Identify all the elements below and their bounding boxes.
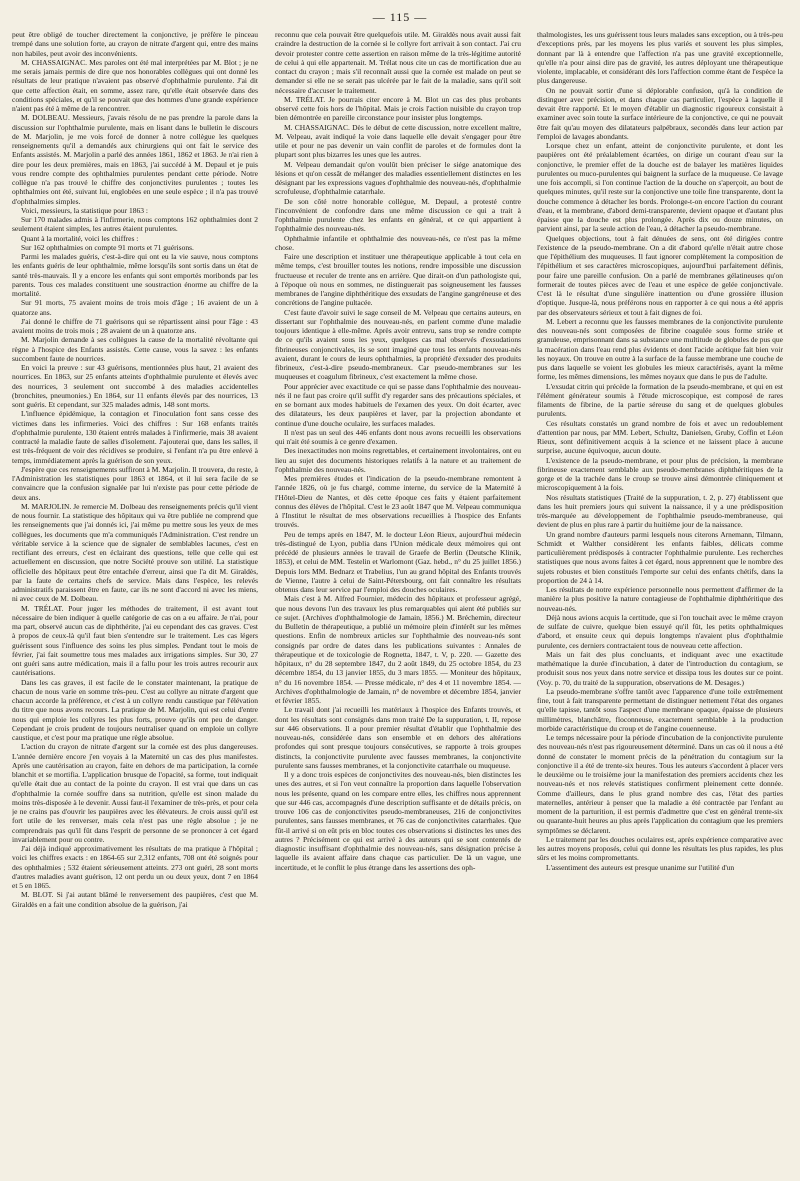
paragraph: M. Marjolin demande à ses collègues la cause de la mortalité révoltante qui règne à l'hospice des Enfants assistés. Cette cause, vous la savez : les enfants succombent faute de nourrices.: [12, 335, 258, 363]
paragraph: M. Lebert a reconnu que les fausses membranes de la conjonctivite purulente des nouveau-nés sont composées de fibrine coagulée sous forme striée et granuleuse, emprisonnant dans sa substance une multitude de globules de pus que la macération dans l'eau rend plus évidents et dont l'acide acétique fait bien voir les noyaux. On trouve en outre à la surface de la fausse membrane une couche de pus dans laquelle se voient les globules les mieux caractérisés, ayant la même forme, les mêmes dimensions, les mêmes noyaux que dans le pus de l'adulte.: [537, 316, 783, 382]
paragraph: L'exsudat citrin qui précède la formation de la pseudo-membrane, et qui en est l'élément générateur soumis à l'étude microscopique, est composé de rares filaments de fibrine, de la partie séreuse du sang et de quelques globules purulents.: [537, 381, 783, 419]
paragraph: De son côté notre honorable collègue, M. Depaul, a protesté contre l'inconvénient de confondre dans une même discussion ce qui a trait à l'ophthalmie purulente chez les enfants en général, et ce qui appartient à l'ophthalmie des nouveau-nés.: [275, 196, 521, 234]
paragraph: On ne pouvait sortir d'une si déplorable confusion, qu'à la condition de distinguer avec précision, et dans chaque cas particulier, l'espèce à laquelle il devait être rapporté. Et le moyen d'établir un diagnostic rigoureux consistait à examiner avec soin toute la surface intérieure de la conjonctive, ce qui ne pouvait être fait qu'au moyen des dilatateurs palpébraux, secondés dans leur action par l'emploi de lavages abondants.: [537, 85, 783, 141]
paragraph: Peu de temps après en 1847, M. le docteur Léon Rieux, aujourd'hui médecin très-distingué de Lyon, publia dans l'Union médicale deux mémoires qui ont précédé de plusieurs années le travail de Graefe de Berlin (Deutsche Klinik, 1853), et celui de MM. Testelin et Warlomont (Gaz. hebd., n° du 25 juillet 1856.) Depuis lors MM. Bednarz et Trabelius, l'un au grand hôpital des Enfants trouvés de Vienne, l'autre à celui de Saint-Pétersbourg, ont fait connaître les résultats obtenus dans leur service par l'emploi des douches oculaires.: [275, 529, 521, 594]
paragraph: Sur 91 morts, 75 avaient moins de trois mois d'âge ; 16 avaient de un à quatorze ans.: [12, 298, 258, 317]
paragraph: Pour apprécier avec exactitude ce qui se passe dans l'ophthalmie des nouveau-nés il ne faut pas croire qu'il suffit d'y regarder sans des précautions spéciales, et en se bornant aux modes habituels de l'examen des yeux. On doit écarter, avec des dilatateurs, les deux paupières et laver, par la projection abondante et continue d'une douche oculaire, les surfaces malades.: [275, 381, 521, 428]
paragraph: Déjà nous avions acquis la certitude, que si l'on touchait avec le même crayon de sulfate de cuivre, quelque bien essuyé qu'il fût, les petits ophthalmiques d'abord, et ensuite ceux qui depuis longtemps n'avaient plus d'ophthalmie purulente, ces derniers contractaient tous de nouveau cette affection.: [537, 612, 783, 650]
paragraph: L'action du crayon de nitrate d'argent sur la cornée est des plus dangereuses. L'année dernière encore j'en voyais à la Maternité un cas des plus manifestes. Après une cautérisation au crayon, faite en dehors de ma participation, la cornée blanchit et se mortifia. L'application brusque de l'opacité, sa forme, tout indiquait qu'elle était due au contact de la pointe du crayon. Il est vrai que dans un cas d'ophthalmie la cornée souffre dans sa nutrition, qu'elle est sinon malade du moins très-disposée à le devenir. Aussi faut-il l'examiner de très-près, et pour cela je ne crains pas d'ouvrir les paupières avec les élévateurs. Je crois aussi qu'il est fort utile de les renverser, mais cela n'est pas une règle absolue ; je ne comprendrais pas qu'il fût dans l'esprit de personne de se prononcer à cet égard invariablement pour ou contre.: [12, 742, 258, 844]
text-column-left: [12, 30, 258, 1172]
paragraph: M. BLOT. Si j'ai autant blâmé le renversement des paupières, c'est que M. Giraldès en a fait une condition absolue de la guérison, j'ai: [12, 890, 258, 909]
paragraph: Il n'est pas un seul des 446 enfants dont nous avons recueilli les observations qui n'ait été soumis à ce genre d'examen.: [275, 427, 521, 446]
paragraph: M. DOLBEAU. Messieurs, j'avais résolu de ne pas prendre la parole dans la discussion sur l'ophthalmie purulente, mais en lisant dans le bulletin le discours de M. Marjolin, je me vois forcé de donner à notre collègue les quelques renseignements qu'il a demandés aux chirurgiens qui ont fait le service des Enfants assistés. M. Marjolin a parlé des années 1861, 1862 et 1863. Je n'ai rien à dire pour les deux premières, mais en 1863, j'ai succédé à M. Depaul et je puis vous rendre compte des ophthalmies purulentes pendant cette période. Notre collègue n'a pas trouvé le chiffre des conjonctivites purulentes ; toutes les ophthalmies ont été, suivant lui, englobées en une seule espèce ; il n'a pas trouvé d'ophthalmies simples.: [12, 113, 258, 206]
paragraph: La pseudo-membrane s'offre tantôt avec l'apparence d'une toile extrêmement fine, tout à fait transparente permettant de distinguer nettement l'état des organes qu'elle tapisse, tantôt sous l'aspect d'une membrane opaque, épaisse de plusieurs millimètres, blanchâtre, floconneuse, exactement semblable à la production morbide caractéristique du croup et de l'angine couenneuse.: [537, 686, 783, 733]
paragraph: Lorsque chez un enfant, atteint de conjonctivite purulente, et dont les paupières ont été préalablement écartées, on dirige un courant d'eau sur la conjonctive, le premier effet de la douche est de balayer les matières liquides purulentes ou muco-purulentes qui baignent la surface de la muqueuse. Ce lavage une fois accompli, si l'on continue l'action de la douche on s'aperçoit, au bout de quelques minutes, qu'il reste sur la conjonctive une toile fine transparente, dont la douche commence à détacher les bords. Prolonge-t-on encore l'action du courant d'eau, et la membrane, d'abord demi-transparente, devient opaque et d'autant plus épaisse que la douche est plus prolongée. Après dix ou douze minutes, on parvient ainsi, par la seule action de l'eau, à détacher la pseudo-membrane.: [537, 141, 783, 234]
paragraph: L'assentiment des auteurs est presque unanime sur l'utilité d'un: [546, 862, 735, 872]
paragraph: Nos résultats statistiques (Traité de la suppuration, t. 2, p. 27) établissent que dans les huit premiers jours qui suivent la naissance, il y a une prédisposition très-marquée au développement de l'ophthalmie pseudo-membraneuse, qui devient de plus en plus rare à partir du huitième jour de la naissance.: [537, 492, 783, 530]
paragraph: Ophthalmie infantile et ophthalmie des nouveau-nés, ce n'est pas la même chose.: [275, 233, 521, 252]
paragraph: Les résultats de notre expérience personnelle nous permettent d'affirmer de la manière la plus positive la nature contagieuse de l'ophthalmie diphthéritique des nouveau-nés.: [537, 585, 783, 613]
paragraph: M. Velpeau demandait qu'on voulût bien préciser le siége anatomique des lésions et qu'on cessât de mélanger des maladies essentiellement distinctes en les désignant par les expressions vagues d'ophthalmie des nouveau-nés, d'ophthalmie scrofuleuse, d'ophthalmie catarrhale.: [275, 159, 521, 197]
paragraph: Mais un fait des plus concluants, et indiquant avec une exactitude mathématique la durée d'incubation, à dater de l'introduction du contagium, se produisit sous nos yeux dans notre service et dissipa tous les doutes sur ce point. (Voy. p. 70, du traité de la suppuration, observations de M. Desages.): [537, 649, 783, 687]
paragraph: Dans les cas graves, il est facile de le constater maintenant, la pratique de chacun de nous varie en somme très-peu. C'est au collyre au nitrate d'argent que chacun accorde la préférence, et c'est à un collyre rendu caustique par l'élévation du titre que nous avons recours. La pratique de M. Marjolin, qui est celui d'entre nous qui emploie les collyres les plus forts, prouve qu'ils ont peu de danger. Cependant je crois prudent de toujours neutraliser quand on emploie un collyre caustique, et c'est pour ma pratique une règle absolue.: [12, 677, 258, 742]
paragraph: Mes premières études et l'indication de la pseudo-membrane remontent à l'année 1826, où je fus chargé, comme interne, du service de la Maternité à l'Hôtel-Dieu de Nantes, et dès cette époque ces faits y étaient parfaitement connus des élèves de l'hôpital. C'est le 23 août 1847 que M. Velpeau communiqua à l'Institut le résultat de mes observations recueillies à l'hospice des Enfants trouvés.: [275, 474, 521, 530]
page-folio: — 115 —: [372, 10, 428, 24]
paragraph: M. TRÉLAT. Je pourrais citer encore à M. Blot un cas des plus probants observé cette fois hors de l'hôpital. Mais je crois l'action nuisible du crayon trop bien démontrée en pareille circonstance pour insister plus longtemps.: [275, 94, 521, 123]
paragraph: C'est faute d'avoir suivi le sage conseil de M. Velpeau que certains auteurs, en dissertant sur l'ophthalmie des nouveau-nés, en parlent comme d'une maladie toujours identique à elle-même. Après avoir entrevu, sans trop se rendre compte de ce qu'ils avaient sous les yeux, quelques cas mal observés d'exsudations fibrineuses conjonctivales, ils se sont imaginé que tous les enfants nouveau-nés avaient, durant le cours de leurs ophthalmies, la propriété d'exsuder des produits fibrineux, c'est-à-dire pseudo-membraneux. Car pseudo-membranes sur les muqueuses et coagulum fibrineux, c'est exactement la même chose.: [275, 307, 521, 382]
paragraph: J'ai déjà indiqué approximativement les résultats de ma pratique à l'hôpital ; voici les chiffres exacts : en 1864-65 sur 2,312 enfants, 708 ont été soignés pour des ophthalmies ; 532 étaient sérieusement atteints. 273 ont guéri, 28 sont morts d'autres maladies avant guérison, 12 ont perdu un ou deux yeux, dont 7 en 1864 et 5 en 1865.: [12, 844, 258, 890]
paragraph: Un grand nombre d'auteurs parmi lesquels nous citerons Arnemann, Tilmann, Schmidt et Walther considèrent les enfants faibles, délicats comme particulièrement prédisposés à contracter l'ophthalmie purulente. Les recherches statistiques que nous avons faites à cet égard, nous apprennent que le nombre des sujets robustes et bien constitués l'emporte sur celui des enfants chétifs, dans la proportion de 24 à 14.: [537, 529, 783, 585]
paragraph: Quant à la mortalité, voici les chiffres :: [21, 233, 139, 243]
paragraph: Ces résultats constatés un grand nombre de fois et avec un redoublement d'attention par nous, par MM. Lebert, Schultz, Danielsen, Gruby, Coffin et Léon Rieux, sont définitivement acquis à la science et ne laissent place à aucune surprise, aucune équivoque, aucun doute.: [537, 418, 783, 456]
paragraph: M. CHASSAIGNAC. Dès le début de cette discussion, notre excellent maître, M. Velpeau, avait indiqué la voie dans laquelle elle devait s'engager pour être utile et pour ne pas devenir un vain conflit de paroles et de formules dont la plupart sont plus bizarres les unes que les autres.: [275, 122, 521, 160]
paragraph: Des inexactitudes non moins regrettables, et certainement involontaires, ont eu lieu au sujet des documents historiques relatifs à la nature et au traitement de l'ophthalmie des nouveau-nés.: [275, 446, 521, 474]
paragraph: Faire une description et instituer une thérapeutique applicable à tout cela en même temps, c'est brouiller toutes les notions, rendre impossible une discussion fructueuse et reculer de trente ans en arrière. Que dirait-on d'un pathologiste qui, à l'époque où nous en sommes, ne distinguerait pas soigneusement les fausses membranes de l'angine diphthéritique des exsudats de l'angine gangréneuse et des concrétions de l'angine pultacée.: [275, 252, 521, 308]
paragraph: Sur 162 ophthalmies on compte 91 morts et 71 guérisons.: [21, 242, 194, 252]
paragraph: L'existence de la pseudo-membrane, et pour plus de précision, la membrane fibrineuse exactement semblable aux pseudo-membranes diphthéritiques de la gorge et de la trachée dans le croup se trouve ainsi démontrée cliniquement et microscopiquement à la fois.: [537, 455, 783, 493]
paragraph: M. CHASSAIGNAC. Mes paroles ont été mal interprétées par M. Blot ; je ne me serais jamais permis de dire que nos honorables collègues qui ont donné les résultats de leur pratique n'avaient pas observé d'ophthalmie purulente. J'ai dit que cette affection était, en somme, assez rare, qu'elle était observée dans des conditions spéciales, et qu'il se pouvait que des hommes d'une grande expérience n'aient pas été à même de la rencontrer.: [12, 57, 258, 113]
paragraph: En voici la preuve : sur 43 guérisons, mentionnées plus haut, 21 avaient des nourrices. En 1863, sur 25 enfants atteints d'ophthalmie purulente et élevés avec des nourrices, 3 seulement ont succombé à des maladies accidentelles (bronchites, pneumonies.) En 1864, sur 11 enfants élevés par des nourrices, 13 sont guéris. Et cependant, sur 325 malades admis, 148 sont morts.: [12, 363, 258, 409]
paragraph: J'espère que ces renseignements suffiront à M. Marjolin. Il trouvera, du reste, à l'Administration les statistiques pour 1863 et 1864, et il lui sera facile de se convaincre que la confusion signalée par lui n'existe pas pour cette période de deux ans.: [12, 464, 258, 502]
paragraph: Le travail dont j'ai recueilli les matériaux à l'hospice des Enfants trouvés, et dont les résultats sont consignés dans mon traité De la suppuration, t. II, repose sur 446 observations. Il a pour premier résultat d'établir que l'ophthalmie des nouveau-nés, considérée dans son ensemble et en dehors des altérations profondes qui sont presque toujours consécutives, se rapporte à trois groupes distincts, la conjonctivite purulente avec fausses membranes, la conjonctivite purulente sans fausses membranes, et la conjonctivite catarrhale ou muqueuse.: [275, 705, 521, 770]
paragraph: Mais c'est à M. Alfred Fournier, médecin des hôpitaux et professeur agrégé, que nous devons l'un des travaux les plus remarquables qui aient été publiés sur ce sujet. (Archives d'ophthalmologie de Jamain, 1856.) M. Bréchemin, directeur du Bulletin de thérapeutique, a publié un mémoire plein d'intérêt sur les mêmes questions. Enfin de nombreux articles sur l'ophthalmie des nouveau-nés sont consignés par ordre de dates dans les publications suivantes : Annales de thérapeutique et de toxicologie de Rognetta, 1847, t. V, p. 220. — Gazette des hôpitaux, n° du 28 septembre 1847, du 2 août 1849, du 25 octobre 1854, du 23 décembre 1854, du 13 janvier 1855, du 3 mars 1855. — Moniteur des hôpitaux, n° du 16 novembre 1854. — Presse médicale, n° des 4 et 11 novembre 1854. — Archives d'ophthalmologie de Jamain, n° de novembre et décembre 1854, janvier et février 1855.: [275, 594, 521, 705]
text-column-right: [537, 30, 783, 1172]
paragraph: Quelques objections, tout à fait dénuées de sens, ont été dirigées contre l'existence de la pseudo-membrane. On a dit d'abord qu'elle n'était autre chose que l'épithélium des muqueuses. Il faut ignorer complètement la composition de l'épithélium et ses caractères microscopiques, aujourd'hui parfaitement définis, pour faire une pareille confusion. On a parlé de membranes gélatineuses qu'on formerait de toutes pièces avec de l'eau et une espèce de gelée conjonctivale. C'est là le résultat d'une singulière inattention ou d'une grossière illusion d'optique. Jusque-là, nous préférons nous en rapporter à ce qui nous a été appris par des observateurs sérieux et tout à fait dignes de foi.: [537, 233, 783, 317]
paragraph: J'ai donné le chiffre de 71 guérisons qui se répartissent ainsi pour l'âge : 43 avaient moins de trois mois ; 28 avaient de un à quatorze ans.: [12, 316, 258, 335]
paragraph: reconnu que cela pouvait être quelquefois utile. M. Giraldès nous avait aussi fait craindre la destruction de la cornée si le collyre fort arrivait à son contact. J'ai cru devoir protester contre cette assertion en raison même de la très-légitime autorité de celui à qui elle appartenait. M. Trélat nous cite un cas de mortification due au contact du crayon ; mais s'il reconnaît aussi que la cornée est malade on peut se demander si elle ne se serait pas ulcérée par le fait de la maladie, sans qu'il soit nécessaire d'accuser le traitement.: [275, 30, 521, 95]
paragraph: Voici, messieurs, la statistique pour 1863 :: [21, 205, 148, 215]
paragraph: thalmologistes, les uns guérissent tous leurs malades sans exception, ou à très-peu d'exceptions près, par les moyens les plus variés et souvent les plus simples, donnant par là à entendre que l'affection n'a pas une gravité exceptionnelle, qu'elle n'a pour ainsi dire pas de gravité, les autres déployant une thérapeutique violente, implacable, et considérant dès lors l'affection comme étant de l'espèce la plus dangereuse.: [537, 30, 783, 86]
paragraph: Sur 170 malades admis à l'infirmerie, nous comptons 162 ophthalmies dont 2 seulement étaient simples, les autres étaient purulentes.: [12, 215, 258, 234]
paragraph: M. MARJOLIN. Je remercie M. Dolbeau des renseignements précis qu'il vient de nous fournir. La statistique des hôpitaux qui va être publiée ne comprend que les renseignements que j'ai donnés ici, j'ai même pu mettre sous les yeux de mes collègues, les documents que m'a communiqués l'Administration. C'est rendre un véritable service à la science que de signaler de semblables lacunes, c'est en rectifiant des erreurs, c'est en éclairant des questions, telle que celle qui est actuellement en discussion, que notre Société prouve son utilité. La statistique officielle des hôpitaux peut être entachée d'erreur, ainsi que l'a dit M. Giraldès, par la faute de certains chefs de service. Mais dans l'espèce, les relevés administratifs paraissent être en faute, car ils ne sont d'accord ni avec les miens, ni avec ceux de M. Dolbeau.: [12, 501, 258, 604]
paragraph: Le traitement par les douches oculaires est, après expérience comparative avec les autres moyens proposés, celui qui donne les résultats les plus rapides, les plus sûrs et les moins compromettants.: [537, 834, 783, 863]
paragraph: Il y a donc trois espèces de conjonctivites des nouveau-nés, bien distinctes les unes des autres, et si l'on veut connaître la proportion dans laquelle l'observation nous les présente, quand on les compare entre elles, les chiffres nous apprennent que sur 446 cas, accompagnés d'une description suffisante et de détails précis, on trouve 106 cas de conjonctivites pseudo-membraneuses, 216 de conjonctivites purulentes, sans fausses membranes, et 76 cas de conjonctivites catarrhales. Que fût-il arrivé si on eût pris en bloc toutes ces observations si distinctes les unes des autres ? Précisément ce qui est arrivé à des auteurs qui se sont contentés de diagnostic insuffisant d'ophthalmie des nouveau-nés, sans désignation précise à laquelle ils avaient affaire dans chaque cas particulier. De là un vague, une incertitude, et le conflit le plus étrange dans les assertions des oph-: [275, 770, 521, 872]
paragraph: M. TRÉLAT. Pour juger les méthodes de traitement, il est avant tout nécessaire de bien indiquer à quelle catégorie de cas on a eu affaire. Je n'ai, pour ma part, observé aucun cas de diphthérite, j'ai eu cependant des cas graves. C'est à propos de ceux-là qu'il faut bien s'entendre sur le traitement. Les cas légers guérissent sous l'influence des soins les plus simples. Pendant tout le mois de février, j'ai fait soumettre tous mes malades aux irrigations simples. Sur 30, 27 ont guéri sans autre médication, mais il a fallu pour les trois autres recourir aux cautérisations.: [12, 603, 258, 678]
paragraph: peut être obligé de toucher directement la conjonctive, je préfère le pinceau trempé dans une solution forte, au crayon de nitrate d'argent qui, entre des mains non habiles, peut avoir des inconvénients.: [12, 30, 258, 58]
paragraph: L'influence épidémique, la contagion et l'inoculation font sans cesse des victimes dans les infirmeries. Voici des chiffres : Sur 168 enfants traités d'ophthalmie purulente, 130 étaient entrés malades à l'infirmerie, mais 38 avaient contracté la maladie faute de salles d'isolement. J'ajouterai que, dans les salles, il est très-fréquent de voir des récidives se produire, si l'enfant n'a pu être enlevé à temps, immédiatement après la guérison de son yeux.: [12, 409, 258, 465]
paragraph: Le temps nécessaire pour la période d'incubation de la conjonctivite purulente des nouveau-nés n'est pas rigoureusement déterminé. Dans un cas où il nous a été donné de constater le moment précis de la pénétration du contagium sur la conjonctive il a été de trente-six heures. Tous les auteurs s'accordent à placer vers le deuxième ou le troisième jour la manifestation des premiers accidents chez les nouveau-nés et nos relevés statistiques confirment pleinement cette donnée. Comme d'ailleurs, dans le plus grand nombre des cas, l'état des parties maternelles, antérieur à penser que la maladie a été contractée par l'enfant au moment de la parturition, il est permis d'admettre que c'est en général trente-six ou quarante-huit heures au plus après l'application du contagium que les premiers symptômes se déclarent.: [537, 733, 783, 835]
paragraph: Parmi les malades guéris, c'est-à-dire qui ont eu la vie sauve, nous comptons les enfants guéris de leur ophthalmie, même lorsqu'ils sont sortis dans un état de santé très-mauvais. Il y a encore les enfants qui sont emportés moribonds par les parents. Tous ces malades constituent une soustraction énorme au chiffre de la mortalité.: [12, 252, 258, 298]
text-column-middle: [275, 30, 521, 1172]
